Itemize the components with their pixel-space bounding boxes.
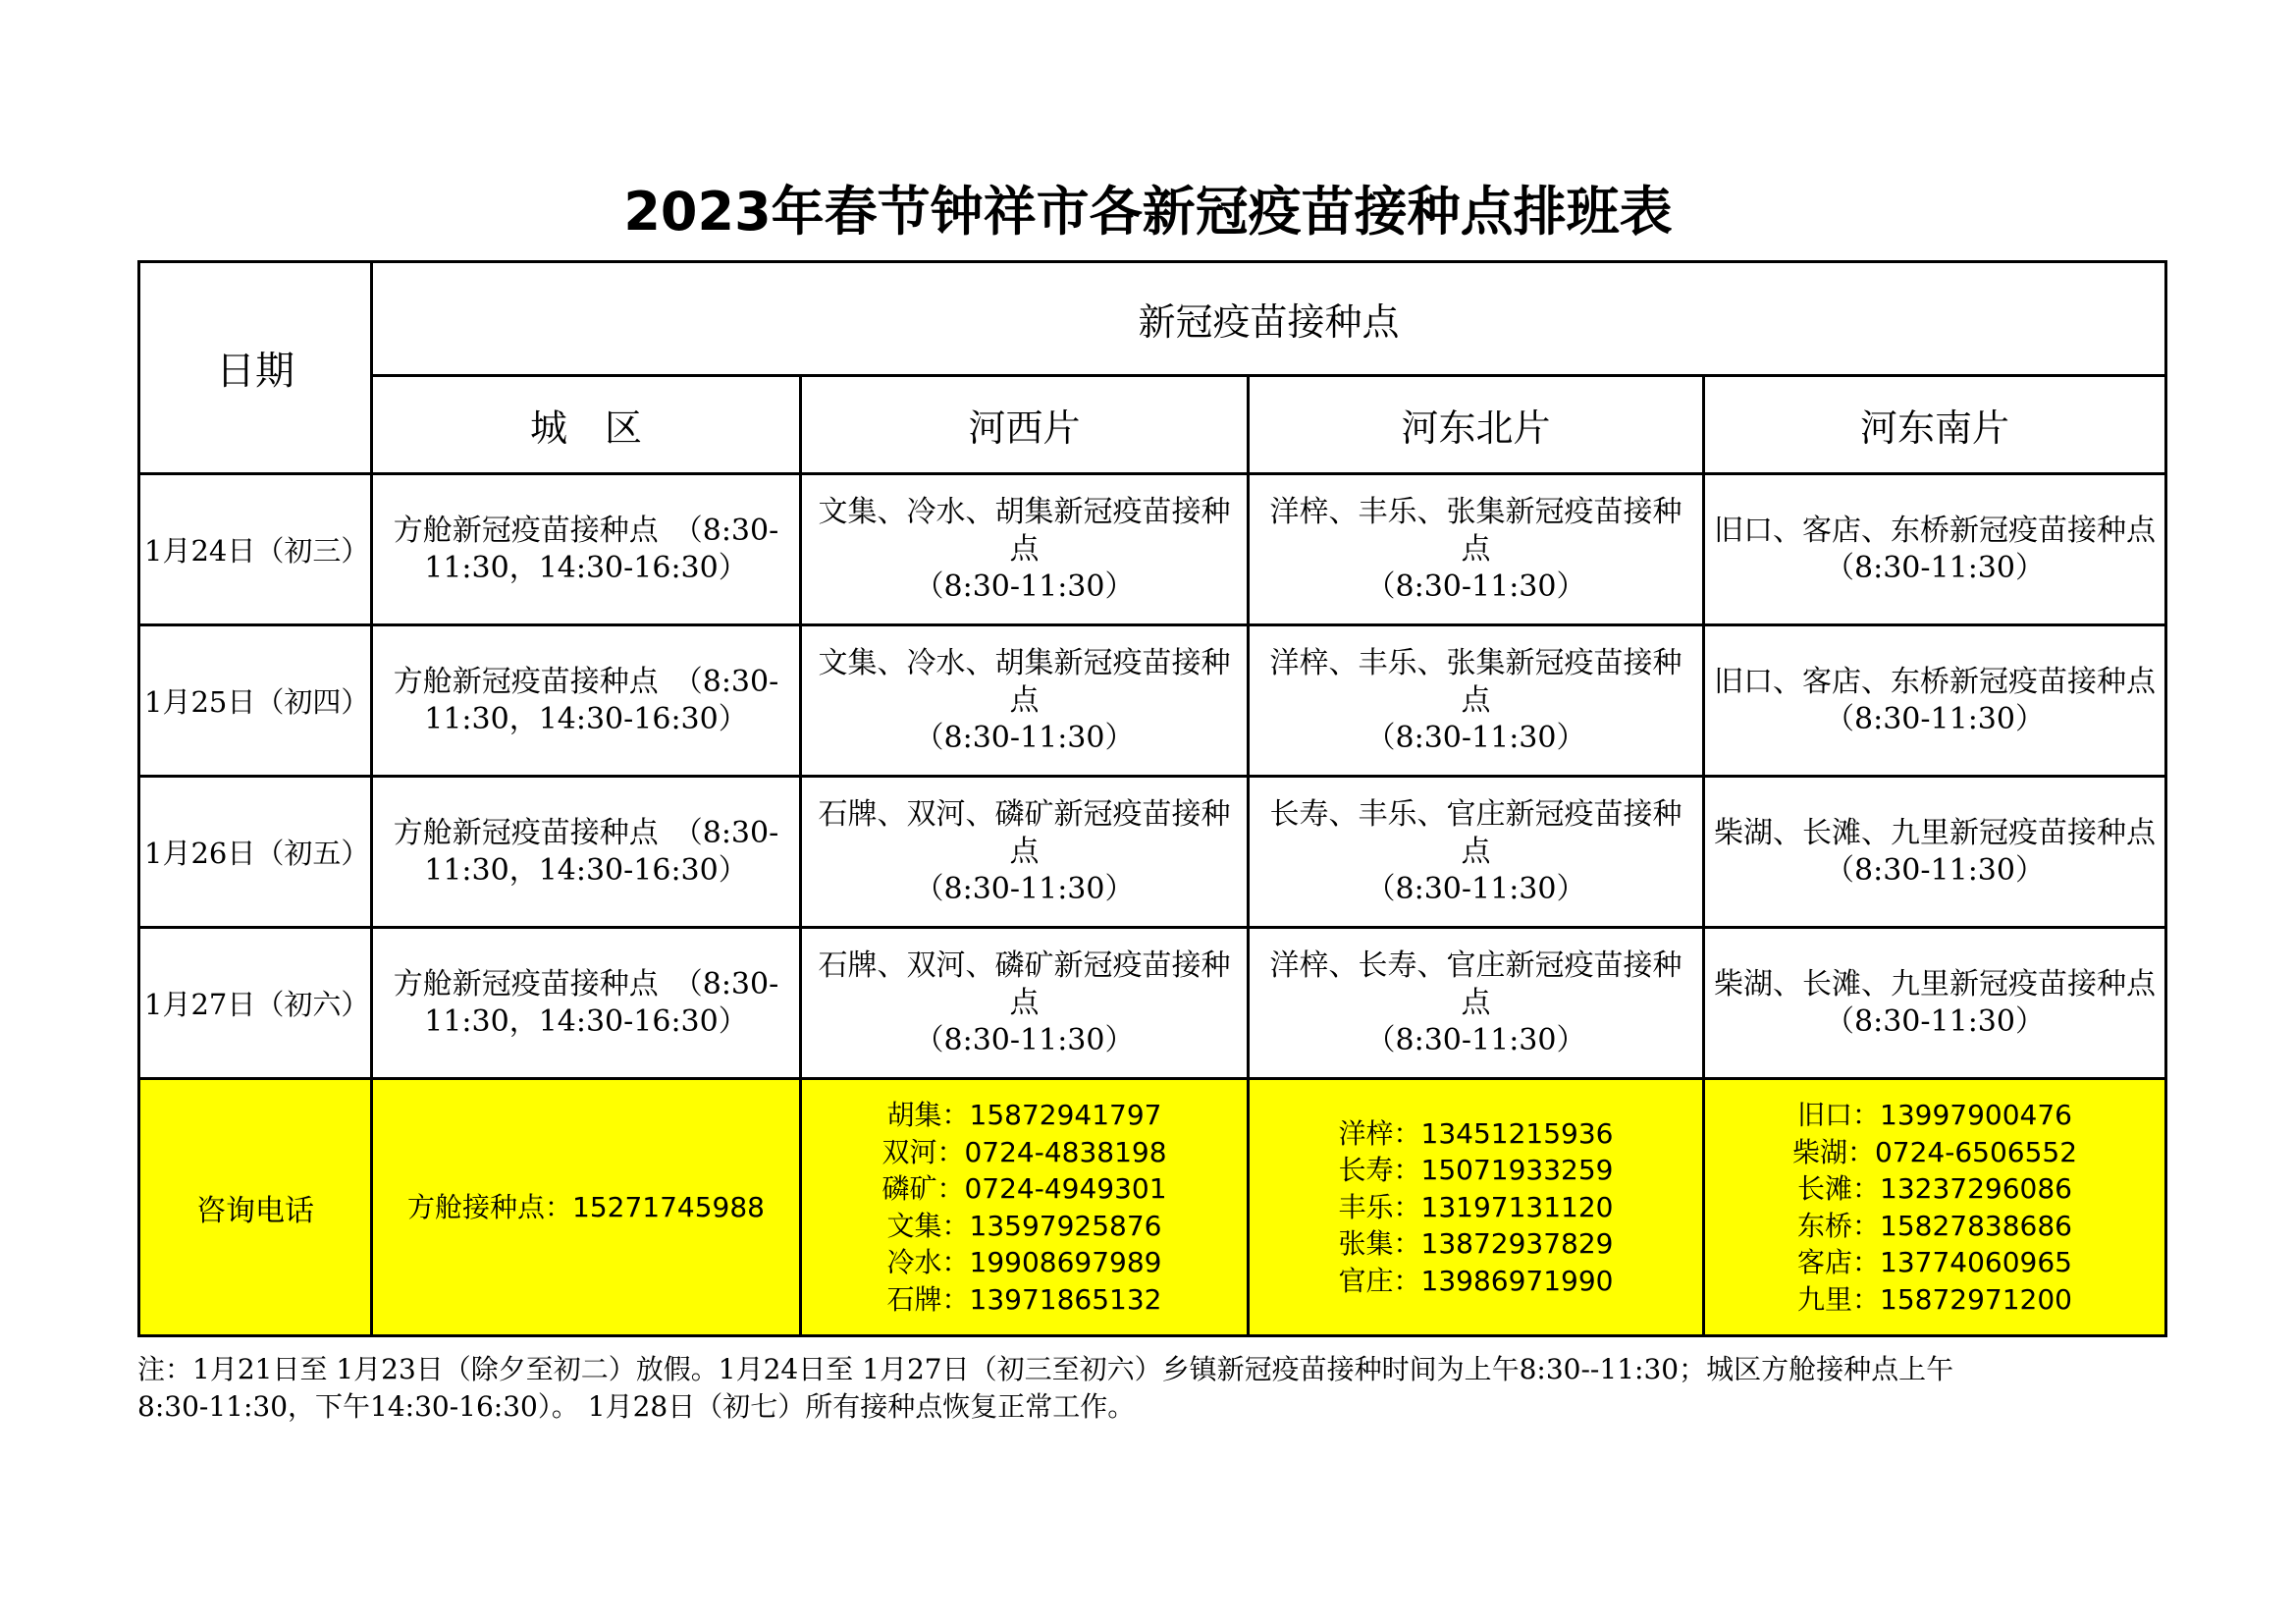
contact-phone: 双河：0724-4838198 <box>881 1135 1167 1168</box>
contact-phone: 丰乐：13197131120 <box>1338 1190 1614 1223</box>
contact-phone: 九里：15872971200 <box>1797 1282 2072 1316</box>
contact-phone: 张集：13872937829 <box>1338 1227 1614 1261</box>
hedong-north-site-cell: 洋梓、丰乐、张集新冠疫苗接种 点 （8:30-11:30） <box>1249 474 1704 625</box>
contact-phone: 洋梓：13451215936 <box>1338 1116 1614 1150</box>
table-row <box>139 928 2166 1079</box>
contact-phone: 旧口：13997900476 <box>1797 1099 2072 1131</box>
region-header-hexi: 河西片 <box>801 376 1249 474</box>
footnote <box>137 1351 2179 1426</box>
hedong-north-site-cell: 洋梓、丰乐、张集新冠疫苗接种 点 （8:30-11:30） <box>1249 625 1704 777</box>
region-header-hedong-south: 河东南片 <box>1704 376 2166 474</box>
region-header-city: 城 区 <box>372 376 801 474</box>
date-cell: 1月25日（初四） <box>139 625 372 777</box>
contact-label: 咨询电话 <box>139 1079 372 1336</box>
contact-phone: 方舱接种点：15271745988 <box>407 1190 765 1223</box>
contact-phone: 磷矿：0724-4949301 <box>881 1172 1167 1205</box>
date-cell: 1月24日（初三） <box>139 474 372 625</box>
hedong-north-site-cell: 洋梓、长寿、官庄新冠疫苗接种 点 （8:30-11:30） <box>1249 928 1704 1079</box>
region-header-hedong-north: 河东北片 <box>1249 376 1704 474</box>
date-cell: 1月26日（初五） <box>139 777 372 928</box>
schedule-table <box>137 260 2167 1337</box>
hedong-south-site-cell: 柴湖、长滩、九里新冠疫苗接种点 （8:30-11:30） <box>1704 928 2166 1079</box>
page-title: 2023年春节钟祥市各新冠疫苗接种点排班表 <box>623 181 1673 243</box>
contact-phone: 石牌：13971865132 <box>886 1282 1162 1316</box>
contact-phone: 长滩：13237296086 <box>1797 1172 2072 1205</box>
footnote-line-1: 注：1月21日至 1月23日（除夕至初二）放假。1月24日至 1月27日（初三至初六）乡镇新冠疫苗接种时间为上午8:30--11:30；城区方舱接种点上午 <box>137 1353 1954 1385</box>
city-site-cell: 方舱新冠疫苗接种点 （8:30- 11:30，14:30-16:30） <box>372 625 801 777</box>
table-row <box>139 474 2166 625</box>
contact-phone: 冷水：19908697989 <box>886 1246 1162 1278</box>
hedong-south-site-cell: 柴湖、长滩、九里新冠疫苗接种点 （8:30-11:30） <box>1704 777 2166 928</box>
contact-phone: 客店：13774060965 <box>1797 1246 2072 1278</box>
city-site-cell: 方舱新冠疫苗接种点 （8:30- 11:30，14:30-16:30） <box>372 777 801 928</box>
city-site-cell: 方舱新冠疫苗接种点 （8:30- 11:30，14:30-16:30） <box>372 928 801 1079</box>
hedong-south-site-cell: 旧口、客店、东桥新冠疫苗接种点 （8:30-11:30） <box>1704 625 2166 777</box>
contact-phone: 长寿：15071933259 <box>1338 1154 1614 1187</box>
footnote-line-2: 8:30-11:30，下午14:30-16:30）。 1月28日（初七）所有接种点恢复正常工作。 <box>137 1390 1136 1423</box>
hexi-site-cell: 文集、冷水、胡集新冠疫苗接种 点 （8:30-11:30） <box>801 474 1249 625</box>
hedong-south-contact-cell <box>1704 1079 2166 1336</box>
hedong-north-contact-cell <box>1249 1079 1704 1336</box>
table-row <box>139 625 2166 777</box>
hexi-site-cell: 石牌、双河、磷矿新冠疫苗接种 点 （8:30-11:30） <box>801 777 1249 928</box>
hexi-contact-cell <box>801 1079 1249 1336</box>
contact-phone: 文集：13597925876 <box>886 1209 1162 1242</box>
hedong-south-site-cell: 旧口、客店、东桥新冠疫苗接种点 （8:30-11:30） <box>1704 474 2166 625</box>
vaccination-sites-header: 新冠疫苗接种点 <box>372 262 2166 376</box>
hexi-site-cell: 文集、冷水、胡集新冠疫苗接种 点 （8:30-11:30） <box>801 625 1249 777</box>
hedong-north-site-cell: 长寿、丰乐、官庄新冠疫苗接种 点 （8:30-11:30） <box>1249 777 1704 928</box>
contact-phone: 柴湖：0724-6506552 <box>1791 1135 2078 1168</box>
contact-phone: 东桥：15827838686 <box>1797 1209 2072 1242</box>
date-cell: 1月27日（初六） <box>139 928 372 1079</box>
city-contact-cell <box>372 1079 801 1336</box>
contact-phone: 官庄：13986971990 <box>1338 1264 1614 1297</box>
table-row <box>139 777 2166 928</box>
header-row-regions <box>139 376 2166 474</box>
date-header: 日期 <box>139 262 372 474</box>
header-row-top <box>139 262 2166 376</box>
contact-row <box>139 1079 2166 1336</box>
contact-phone: 胡集：15872941797 <box>886 1099 1162 1131</box>
hexi-site-cell: 石牌、双河、磷矿新冠疫苗接种 点 （8:30-11:30） <box>801 928 1249 1079</box>
city-site-cell: 方舱新冠疫苗接种点 （8:30- 11:30，14:30-16:30） <box>372 474 801 625</box>
